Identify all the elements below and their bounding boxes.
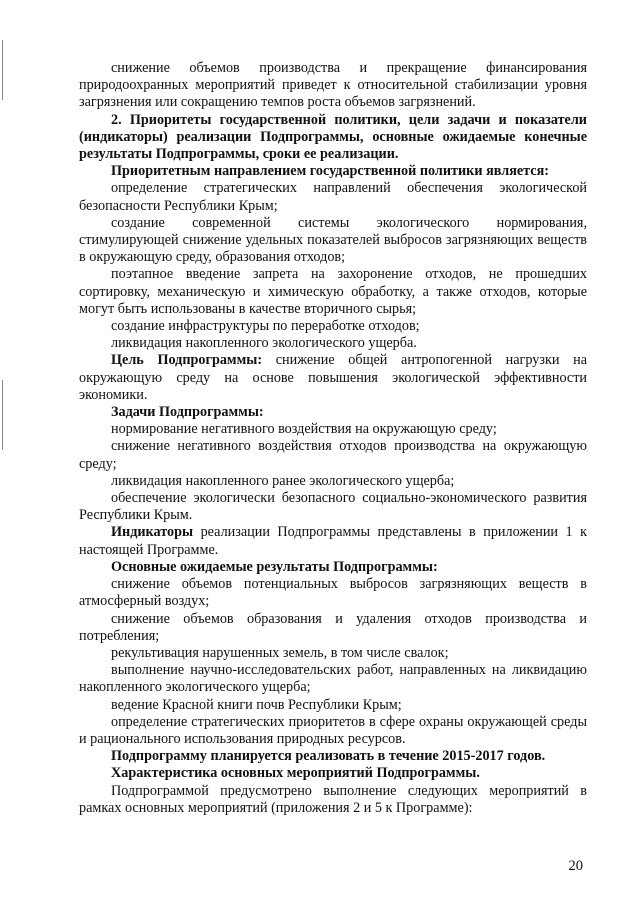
- paragraph-intro: снижение объемов производства и прекращение финансирования природоохранных мероприятий приведет к относительной стабилизации уровня загрязнения или сокращению темпов роста объемов загрязнений.: [79, 60, 587, 111]
- paragraph-activities: Подпрограммой предусмотрено выполнение следующих мероприятий в рамках основных мероприятий (приложения 2 и 5 к Программе):: [79, 782, 587, 816]
- list-item: выполнение научно-исследовательских работ, направленных на ликвидацию накопленного экологического ущерба;: [79, 662, 587, 696]
- scan-edge-mark: [2, 40, 3, 100]
- subheading-activities: Характеристика основных мероприятий Подпрограммы.: [111, 765, 480, 782]
- list-item: определение стратегических направлений обеспечения экологической безопасности Республики Крым;: [79, 180, 587, 214]
- paragraph-indicators: [79, 524, 587, 558]
- indicators-text: реализации Подпрограммы представлены в приложении 1 к настоящей Программе.: [79, 524, 587, 558]
- subheading-timeline: Подпрограмму планируется реализовать в течение 2015-2017 годов.: [111, 748, 546, 765]
- document-body: [79, 60, 587, 817]
- page-number: 20: [568, 858, 583, 874]
- subheading-tasks: Задачи Подпрограммы:: [111, 404, 264, 421]
- list-item: создание современной системы экологического нормирования, стимулирующей снижение удельных показателей выбросов загрязняющих веществ в окружающую среду, образования отходов;: [79, 214, 587, 266]
- list-item: снижение объемов образования и удаления отходов производства и потребления;: [79, 610, 587, 644]
- list-item: рекультивация нарушенных земель, в том числе свалок;: [111, 644, 449, 661]
- list-item: ликвидация накопленного ранее экологического ущерба;: [111, 472, 455, 489]
- section-heading: 2. Приоритеты государственной политики, цели задачи и показатели (индикаторы) реализации Подпрограммы, основные ожидаемые конечные результаты Подпрограммы, сроки ее реализации.: [79, 111, 587, 163]
- list-item: ликвидация накопленного экологического ущерба.: [111, 335, 417, 352]
- list-item: ведение Красной книги почв Республики Крым;: [111, 696, 402, 713]
- goal-label: Цель Подпрограммы:: [111, 352, 263, 369]
- list-item: поэтапное введение запрета на захоронение отходов, не прошедших сортировку, механическую и химическую обработку, а также отходов, которые могут быть использованы в качестве вторичного сырья;: [79, 266, 587, 317]
- list-item: снижение негативного воздействия отходов производства на окружающую среду;: [79, 438, 587, 472]
- paragraph-goal: [79, 352, 587, 404]
- indicators-label: Индикаторы: [111, 524, 194, 541]
- goal-text: снижение общей антропогенной нагрузки на окружающую среду на основе повышения экологической эффективности экономики.: [79, 352, 587, 403]
- list-item: обеспечение экологически безопасного социально-экономического развития Республики Крым.: [79, 490, 587, 524]
- scan-edge-mark: [2, 380, 3, 450]
- list-item: снижение объемов потенциальных выбросов загрязняющих веществ в атмосферный воздух;: [79, 576, 587, 610]
- list-item: создание инфраструктуры по переработке отходов;: [111, 318, 420, 335]
- list-item: определение стратегических приоритетов в сфере охраны окружающей среды и рационального использования природных ресурсов.: [79, 713, 587, 747]
- subheading-results: Основные ожидаемые результаты Подпрограммы:: [111, 558, 438, 575]
- list-item: нормирование негативного воздействия на окружающую среду;: [111, 421, 497, 438]
- subheading-priority: Приоритетным направлением государственной политики является:: [111, 163, 550, 180]
